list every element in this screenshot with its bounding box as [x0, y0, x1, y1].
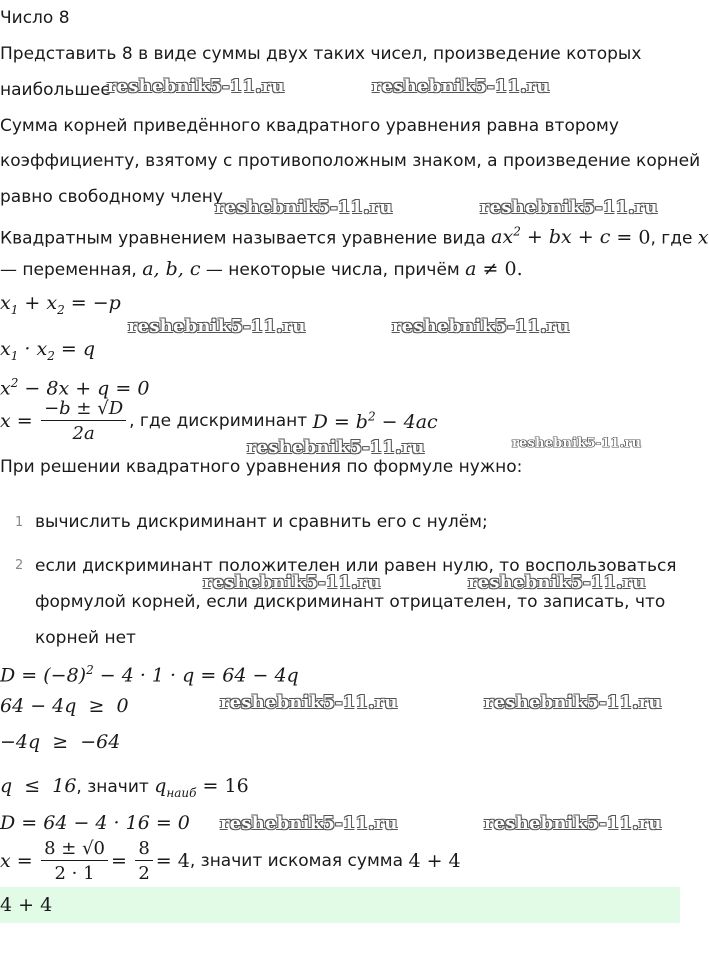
formula-vieta-sum: $x_1 + x_2 = -p$ [0, 292, 121, 317]
watermark: reshebnik5-11.ru [480, 197, 658, 218]
task-line-2: наибольшее [0, 80, 111, 100]
watermark: reshebnik5-11.ru [220, 813, 398, 834]
answer-value: 4 + 4 [0, 894, 53, 916]
calc-root: x = $\frac{8 \pm √0}{2 \cdot 1}$ = $\frac{8}{2}$ = 4, значит искомая сумма 4 + 4 [0, 838, 461, 884]
task-line-1: Представить 8 в виде суммы двух таких чисел, произведение которых [0, 44, 642, 64]
formula-vieta-product: $x_1 \cdot x_2 = q$ [0, 338, 96, 363]
page-title: Число 8 [0, 8, 70, 28]
step-1-line-1: вычислить дискриминант и сравнить его с нулём; [35, 512, 488, 532]
watermark: reshebnik5-11.ru [468, 572, 646, 593]
step-2-line-3: корней нет [35, 628, 136, 648]
watermark: reshebnik5-11.ru [128, 316, 306, 337]
watermark: reshebnik5-11.ru [107, 76, 285, 97]
vieta-line-2: коэффициенту, взятому с противоположным знаком, а произведение корней [0, 151, 701, 171]
calc-discriminant: $D = (-8)^2 - 4 \cdot 1 \cdot q = 64 - 4q$ [0, 663, 299, 687]
calc-inequality-1: 64 − 4q ≥ 0 [0, 695, 129, 717]
watermark: reshebnik5-11.ru [220, 692, 398, 713]
watermark: reshebnik5-11.ru [215, 197, 393, 218]
watermark: reshebnik5-11.ru [512, 436, 642, 451]
step-number-2: 2 [15, 558, 24, 573]
step-number-1: 1 [15, 515, 24, 530]
vieta-line-1: Сумма корней приведённого квадратного уравнения равна второму [0, 116, 619, 136]
formula-equation: $x^2 - 8x + q = 0$ [0, 376, 150, 400]
quad-def-line-1: Квадратным уравнением называется уравнение вида $ax^2$ + bx + c = 0, где x [0, 225, 709, 249]
watermark: reshebnik5-11.ru [484, 813, 662, 834]
calc-q-max: q ≤ 16, значит $q_{наиб} = 16$ [0, 775, 249, 800]
formula-roots: x = $\frac{-b \pm √D}{2a}$ , где дискриминант $D = b^2 - 4ac$ [0, 398, 438, 444]
step-2-line-1: если дискриминант положителен или равен нулю, то воспользоваться [35, 556, 677, 576]
watermark: reshebnik5-11.ru [392, 316, 570, 337]
watermark: reshebnik5-11.ru [372, 76, 550, 97]
watermark: reshebnik5-11.ru [247, 437, 425, 458]
calc-inequality-2: −4q ≥ −64 [0, 731, 121, 753]
solve-intro: При решении квадратного уравнения по формуле нужно: [0, 457, 523, 477]
calc-discriminant-value: D = 64 − 4 · 16 = 0 [0, 812, 190, 834]
step-2-line-2: формулой корней, если дискриминант отрицателен, то записать, что [35, 592, 666, 612]
quad-def-line-2: — переменная, a, b, c — некоторые числа, причём a ≠ 0. [0, 258, 523, 280]
answer-box [0, 887, 680, 923]
watermark: reshebnik5-11.ru [484, 692, 662, 713]
vieta-line-3: равно свободному члену [0, 187, 223, 207]
watermark: reshebnik5-11.ru [203, 572, 381, 593]
